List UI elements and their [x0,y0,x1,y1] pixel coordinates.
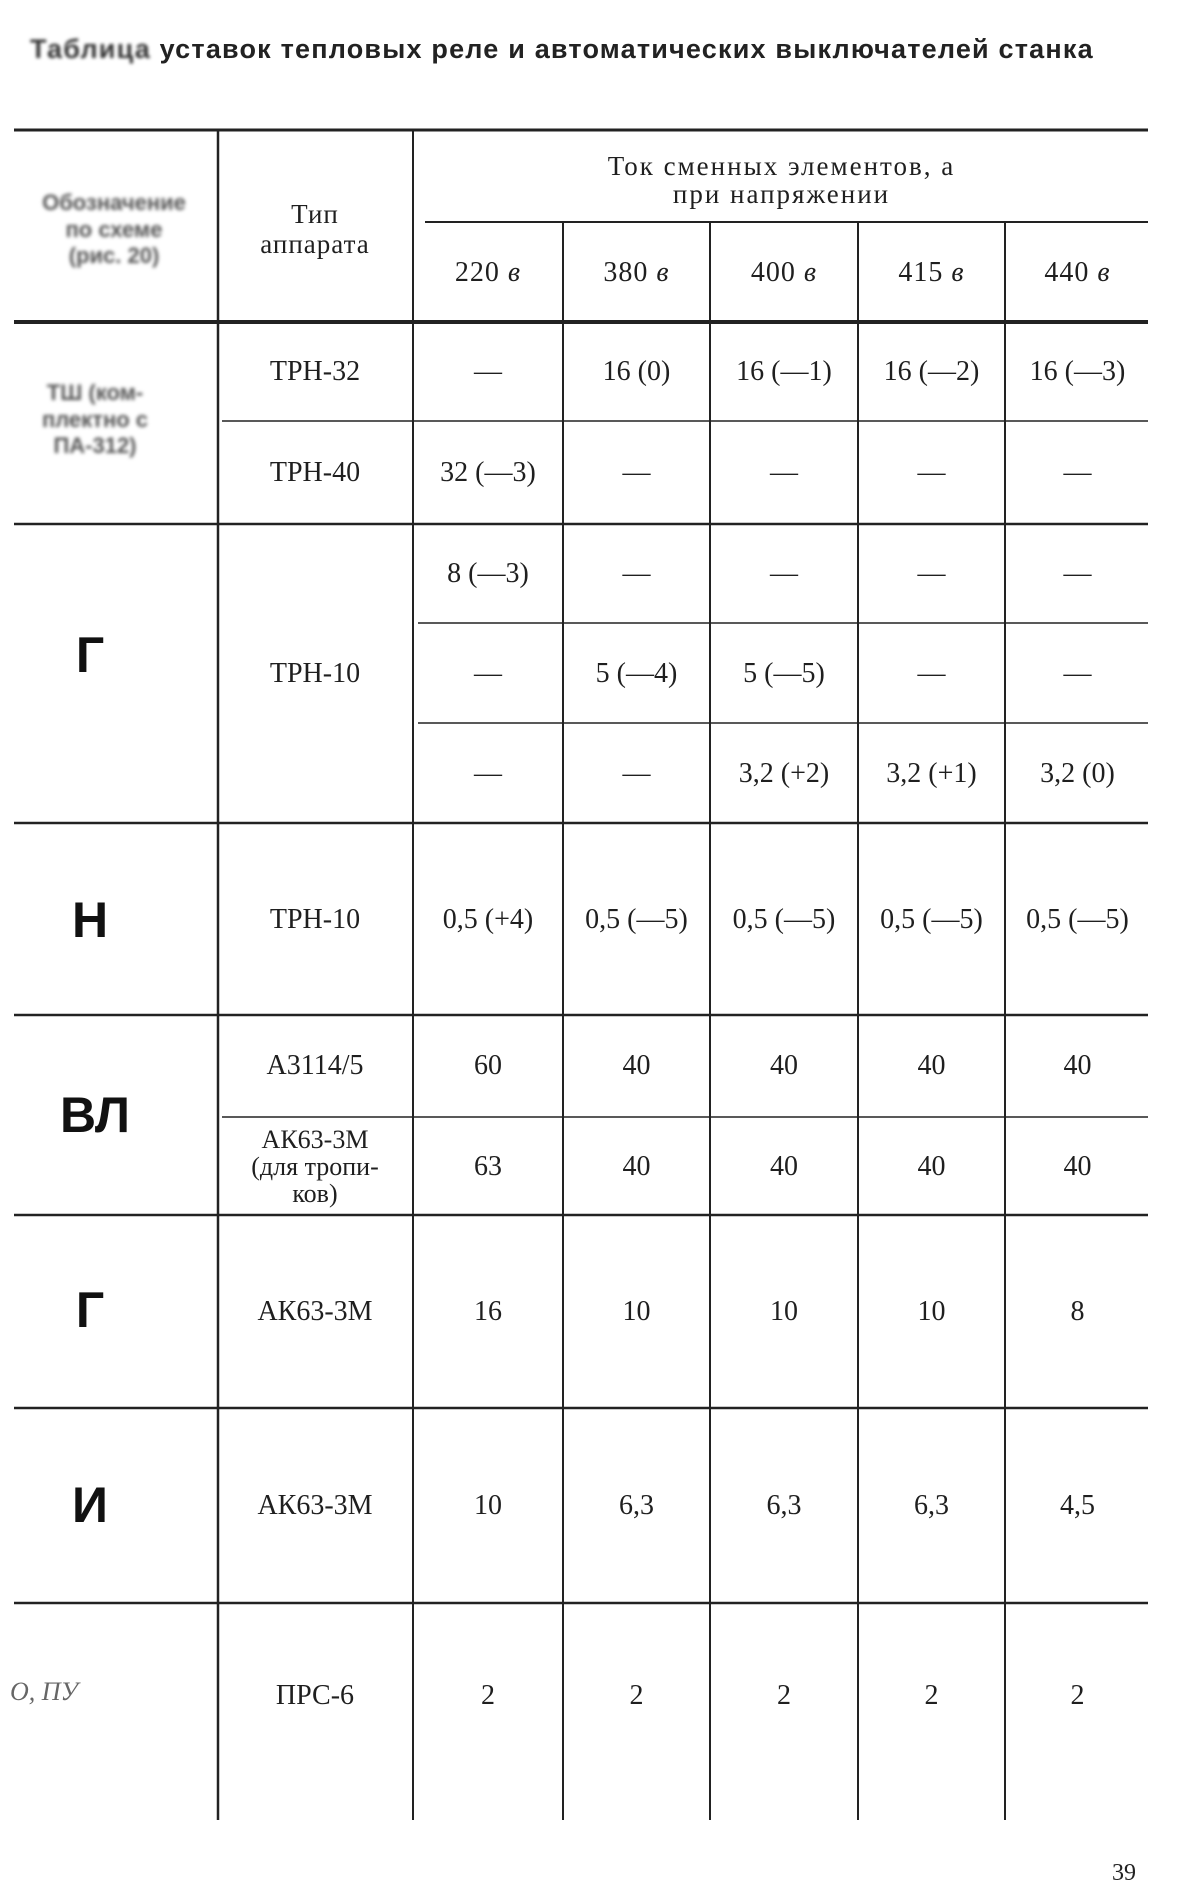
header-designation: Обозначение по схеме (рис. 20) [42,190,186,269]
header-voltage-400: 400 в [750,257,818,289]
value-cell: 2 [924,1680,939,1712]
value-cell: 16 (—1) [736,356,832,388]
value-cell: 10 [770,1296,798,1328]
value-cell: 63 [474,1150,502,1182]
value-cell: 0,5 (—5) [880,903,983,935]
page-title-blurred-word: Таблица [30,34,151,64]
value-cell: 0,5 (—5) [732,903,836,935]
value-cell: 40 [917,1150,946,1182]
value-cell: 32 (—3) [440,457,536,489]
header-voltage-440: 440 в [1044,257,1111,289]
value-cell: 40 [770,1150,798,1182]
value-cell: 8 [1070,1296,1085,1328]
value-cell: 10 [917,1296,946,1328]
value-cell: 6,3 [766,1490,802,1522]
type-cell: ТРН-10 [269,657,361,689]
value-cell: 2 [629,1680,644,1712]
designation-i: И [72,1477,108,1533]
header-type: Тип аппарата [260,199,370,259]
header-voltage-380: 380 в [603,257,670,289]
type-cell: ПРС-6 [275,1680,355,1712]
value-cell: 16 [474,1296,502,1328]
type-cell: АК63-3М [257,1296,373,1328]
value-cell: 10 [622,1296,651,1328]
type-cell: ТРН-10 [269,903,361,935]
value-cell: — [917,657,946,689]
value-cell: — [474,657,502,689]
designation-vl: ВЛ [60,1087,130,1143]
value-cell: 0,5 (+4) [442,903,534,935]
value-cell: 5 (—4) [595,657,678,689]
value-cell: 40 [622,1050,651,1082]
value-cell: 16 (—3) [1029,356,1126,388]
value-cell: — [917,457,946,489]
value-cell: — [770,557,798,589]
value-cell: 6,3 [619,1490,654,1522]
value-cell: 40 [917,1050,946,1082]
value-cell: — [917,557,946,589]
value-cell: — [622,557,651,589]
type-cell: А3114/5 [266,1050,364,1082]
value-cell: 40 [1063,1150,1092,1182]
type-cell: ТРН-32 [269,356,361,388]
value-cell: 2 [1070,1680,1085,1712]
header-voltage-220: 220 в [454,257,522,289]
value-cell: — [1063,457,1092,489]
value-cell: 60 [474,1050,502,1082]
designation-o-pu: О, ПУ [10,1677,79,1706]
value-cell: 40 [622,1150,651,1182]
value-cell: 2 [481,1680,495,1712]
value-cell: 0,5 (—5) [585,903,688,935]
header-voltage-415: 415 в [898,257,965,289]
value-cell: — [622,457,651,489]
designation-tsh: ТШ (ком- плектно с ПА-312) [41,380,149,459]
value-cell: — [622,757,651,789]
value-cell: 3,2 (0) [1040,757,1115,789]
value-cell: 5 (—5) [743,657,825,689]
value-cell: 40 [770,1050,798,1082]
value-cell: 40 [1063,1050,1092,1082]
value-cell: 16 (—2) [883,356,980,388]
value-cell: 6,3 [914,1490,949,1522]
page-number: 39 [1112,1860,1136,1886]
value-cell: 3,2 (+1) [886,757,977,789]
value-cell: 2 [777,1680,791,1712]
value-cell: 4,5 [1060,1490,1095,1522]
designation-n: Н [71,892,109,948]
value-cell: 16 (0) [602,356,671,388]
page-title-text: уставок тепловых реле и автоматических выключателей станка [159,34,1094,64]
value-cell: — [474,757,502,789]
designation-g-2: Г [75,1282,105,1338]
value-cell: 10 [474,1490,502,1522]
value-cell: 0,5 (—5) [1026,903,1129,935]
value-cell: 8 (—3) [447,557,529,589]
header-current: Ток сменных элементов, а при напряжении [607,150,956,209]
value-cell: — [474,356,502,388]
type-cell: АК63-3М (для тропи- ков) [251,1124,379,1209]
value-cell: — [770,457,798,489]
value-cell: 3,2 (+2) [738,757,830,789]
type-cell: АК63-3М [257,1490,373,1522]
designation-g: Г [75,627,105,683]
value-cell: — [1063,557,1092,589]
type-cell: ТРН-40 [269,457,361,489]
value-cell: — [1063,657,1092,689]
